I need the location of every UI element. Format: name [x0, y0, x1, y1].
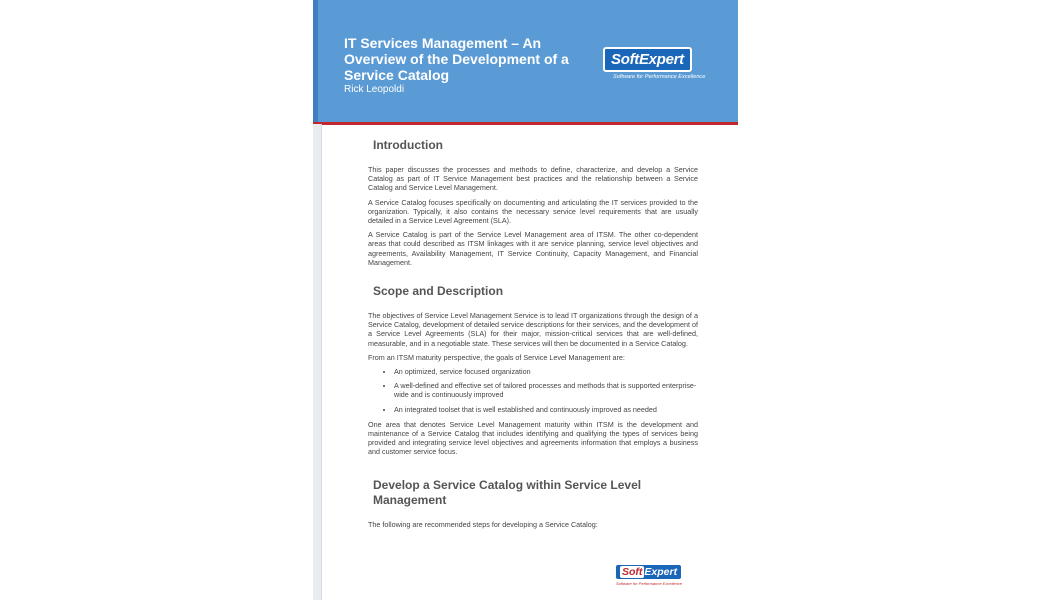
section-heading-introduction: Introduction: [373, 138, 443, 152]
footer-softexpert-logo: [616, 562, 682, 586]
document-page: [313, 0, 738, 600]
header-edge-stripe: [313, 0, 318, 122]
goals-list: [368, 367, 698, 414]
footer-logo-expert-text: Expert: [644, 566, 678, 578]
document-header: [313, 0, 738, 122]
paragraph: From an ITSM maturity perspective, the goals of Service Level Management are:: [368, 352, 625, 362]
section-heading-develop: Develop a Service Catalog within Service Level Management: [373, 477, 642, 507]
paragraph: The objectives of Service Level Management Service is to lead IT organizations through the design of a Service Catalog, development of detailed service descriptions for their services, and the development of a Service Level Agreements (SLA) for their major, mission-critical services that are well-defined, measurable, and in a negotiable state. These services will then be documented in a Service Catalog.: [368, 311, 699, 348]
footer-logo-tagline: Software for Performance Excellence: [616, 581, 683, 586]
list-item: • An integrated toolset that is well established and continuously improved as needed: [394, 405, 698, 414]
paragraph: The following are recommended steps for developing a Service Catalog:: [368, 519, 598, 529]
footer-logo-wordmark: [616, 565, 681, 579]
header-divider: [313, 122, 738, 125]
list-item: • A well-defined and effective set of tailored processes and methods that is supported enterprise-wide and is continuously improved: [394, 381, 698, 399]
paragraph: One area that denotes Service Level Management maturity within ITSM is the development and maintenance of a Service Catalog that includes identifying and qualifying the types of services being provided and integrating service level objectives and agreements information that employs a business and customer service focus.: [368, 419, 698, 457]
section-heading-scope: Scope and Description: [373, 284, 504, 299]
paragraph: A Service Catalog focuses specifically on documenting and articulating the IT services provided to the organization. Typically, it also contains the necessary service level requirements that are usually detailed in a Service Level Agreement (SLA).: [368, 197, 698, 226]
logo-soft-text: Soft: [611, 51, 639, 68]
softexpert-logo: [603, 47, 718, 80]
paragraph: This paper discusses the processes and methods to define, characterize, and develop a Service Catalog as part of IT Service Management best practices and the relationship between a Service Catalog and Service Level Management.: [368, 165, 698, 193]
footer-logo-soft-text: Soft: [622, 566, 643, 578]
document-body: [368, 138, 698, 534]
logo-expert-text: Expert: [638, 51, 684, 68]
document-author: Rick Leopoldi: [344, 84, 405, 95]
paragraph: A Service Catalog is part of the Service Level Management area of ITSM. The other co-dependent areas that could described as ITSM linkages with it are service planning, service level objectives and agreements, Availability Management, IT Service Continuity, Capacity Management, and Financial Management.: [368, 230, 698, 267]
document-title: IT Services Management – An Overview of the Development of a Service Catalog: [344, 35, 569, 83]
logo-tagline: Software for Performance Excellence: [613, 74, 706, 80]
list-item: • An optimized, service focused organization: [394, 367, 698, 376]
page-binding-edge: [313, 124, 322, 600]
logo-wordmark: [603, 47, 692, 72]
